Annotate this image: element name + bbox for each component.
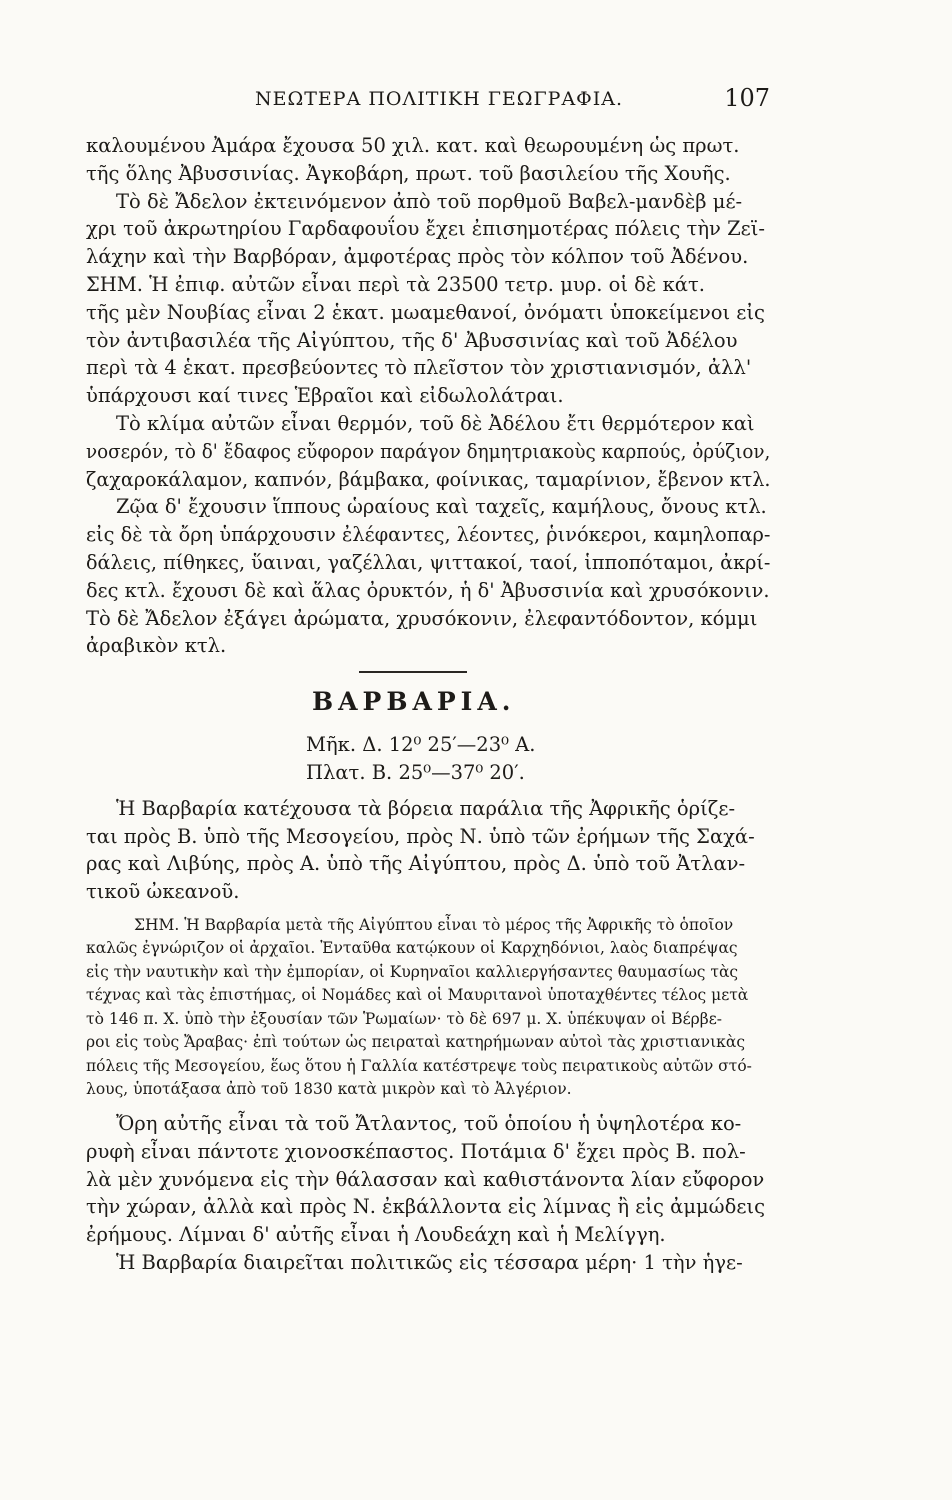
text-line: δες κτλ. ἔχουσι δὲ καὶ ἅλας ὀρυκτόν, ἡ δ' Ἀβυσσινία καὶ χρυσόκονιν. bbox=[86, 578, 770, 602]
note-line: τέχνας καὶ τὰς ἐπιστήμας, οἱ Νομάδες καὶ οἱ Μαυριτανοὶ ὑποταχθέντες τέλος μετὰ bbox=[86, 986, 749, 1005]
text-line: τὴν χώραν, ἀλλὰ καὶ πρὸς Ν. ἐκβάλλοντα εἰς λίμνας ἢ εἰς ἀμμώδεις bbox=[86, 1195, 765, 1219]
note-line: εἰς τὴν ναυτικὴν καὶ τὴν ἐμπορίαν, οἱ Κυρηναῖοι καλλιεργήσαντες θαυμασίως τὰς bbox=[86, 962, 739, 981]
paragraph-block-abyssinia bbox=[86, 132, 770, 660]
text-line: Τὸ δὲ Ἄδελον ἐκτεινόμενον ἀπὸ τοῦ πορθμοῦ Βαβελ-μανδὲβ μέ- bbox=[116, 189, 743, 213]
coordinates-longitude: Μῆκ. Δ. 12⁰ 25′—23⁰ Α. bbox=[306, 733, 536, 757]
note-line: λους, ὑποτάξασα ἀπὸ τοῦ 1830 κατὰ μικρὸν καὶ τὸ Ἀλγέριον. bbox=[86, 1080, 572, 1099]
text-line: ζαχαροκάλαμον, καπνόν, βάμβακα, φοίνικας, ταμαρίνιον, ἔβενον κτλ. bbox=[86, 467, 771, 491]
page-number: 107 bbox=[724, 84, 770, 112]
text-line: Τὸ δὲ Ἄδελον ἐξάγει ἀρώματα, χρυσόκονιν, ἐλεφαντόδοντον, κόμμι bbox=[86, 606, 758, 630]
note-line: πόλεις τῆς Μεσογείου, ἕως ὅτου ἡ Γαλλία κατέστρεψε τοὺς πειρατικοὺς αὐτῶν στό- bbox=[86, 1056, 752, 1075]
text-line: Τὸ κλίμα αὐτῶν εἶναι θερμόν, τοῦ δὲ Ἀδέλου ἔτι θερμότερον καὶ bbox=[116, 411, 755, 435]
paragraph-block-barbary bbox=[86, 795, 770, 906]
text-line: Ἡ Βαρβαρία διαιρεῖται πολιτικῶς εἰς τέσσαρα μέρη· 1 τὴν ἡγε- bbox=[116, 1250, 743, 1274]
text-line: Ζῷα δ' ἔχουσιν ἵππους ὡραίους καὶ ταχεῖς, καμήλους, ὄνους κτλ. bbox=[116, 495, 767, 519]
text-line: ὑπάρχουσι καί τινες Ἑβραῖοι καὶ εἰδωλολάτραι. bbox=[86, 384, 564, 408]
text-line: περὶ τὰ 4 ἑκατ. πρεσβεύοντες τὸ πλεῖστον τὸν χριστιανισμόν, ἀλλ' bbox=[86, 356, 752, 380]
coordinates-latitude: Πλατ. Β. 25⁰—37⁰ 20′. bbox=[306, 760, 525, 784]
text-line: ται πρὸς Β. ὑπὸ τῆς Μεσογείου, πρὸς Ν. ὑπὸ τῶν ἐρήμων τῆς Σαχά- bbox=[86, 824, 755, 848]
text-line: τῆς ὅλης Ἀβυσσινίας. Ἀγκοβάρη, πρωτ. τοῦ βασιλείου τῆς Χουῆς. bbox=[86, 161, 731, 185]
text-line: εἰς δὲ τὰ ὄρη ὑπάρχουσιν ἐλέφαντες, λέοντες, ῥινόκεροι, καμηλοπαρ- bbox=[86, 523, 771, 547]
text-line: τῆς μὲν Νουβίας εἶναι 2 ἑκατ. μωαμεθανοί, ὀνόματι ὑποκείμενοι εἰς bbox=[86, 300, 765, 324]
text-line: τικοῦ ὠκεανοῦ. bbox=[86, 880, 240, 904]
text-line: ΣΗΜ. Ἡ ἐπιφ. αὐτῶν εἶναι περὶ τὰ 23500 τετρ. μυρ. οἱ δὲ κάτ. bbox=[86, 272, 705, 296]
section-title: ΒΑΡΒΑΡΙΑ. bbox=[312, 687, 516, 717]
text-line: ἀραβικὸν κτλ. bbox=[86, 634, 227, 658]
text-line: ρας καὶ Λιβύης, πρὸς Α. ὑπὸ τῆς Αἰγύπτου, πρὸς Δ. ὑπὸ τοῦ Ἀτλαν- bbox=[86, 852, 746, 876]
note-line: ροι εἰς τοὺς Ἄραβας· ἐπὶ τούτων ὡς πειραταὶ κατηρήμωναν αὐτοὶ τὰς χριστιανικὰς bbox=[86, 1033, 746, 1052]
note-line: τὸ 146 π. Χ. ὑπὸ τὴν ἐξουσίαν τῶν Ῥωμαίων· τὸ δὲ 697 μ. Χ. ὑπέκυψαν οἱ Βέρβε- bbox=[86, 1009, 722, 1028]
note-line: ΣΗΜ. Ἡ Βαρβαρία μετὰ τῆς Αἰγύπτου εἶναι τὸ μέρος τῆς Ἀφρικῆς τὸ ὁποῖον bbox=[134, 915, 734, 934]
body-text bbox=[86, 132, 770, 1277]
text-line: τὸν ἀντιβασιλέα τῆς Αἰγύπτου, τῆς δ' Ἀβυσσινίας καὶ τοῦ Ἀδέλου bbox=[86, 328, 738, 352]
text-line: καλουμένου Ἀμάρα ἔχουσα 50 χιλ. κατ. καὶ θεωρουμένη ὡς πρωτ. bbox=[86, 134, 740, 157]
note-line: καλῶς ἐγνώριζον οἱ ἀρχαῖοι. Ἐνταῦθα κατῴκουν οἱ Καρχηδόνιοι, λαὸς διαπρέψας bbox=[86, 939, 738, 958]
text-line: Ἡ Βαρβαρία κατέχουσα τὰ βόρεια παράλια τῆς Ἀφρικῆς ὁρίζε- bbox=[116, 796, 736, 820]
text-line: νοσερόν, τὸ δ' ἔδαφος εὔφορον παράγον δημητριακοὺς καρπούς, ὀρύζιον, bbox=[86, 439, 771, 463]
text-line: ρυφὴ εἶναι πάντοτε χιονοσκέπαστος. Ποτάμια δ' ἔχει πρὸς Β. πολ- bbox=[86, 1139, 746, 1163]
text-line: χρι τοῦ ἀκρωτηρίου Γαρδαφουΐου ἔχει ἐπισημοτέρας πόλεις τὴν Ζεϊ- bbox=[86, 217, 765, 241]
text-line: δάλεις, πίθηκες, ὕαιναι, γαζέλλαι, ψιττακοί, ταοί, ἱπποπόταμοι, ἀκρί- bbox=[86, 550, 771, 574]
text-line: λάχην καὶ τὴν Βαρβόραν, ἀμφοτέρας πρὸς τὸν κόλπον τοῦ Ἀδένου. bbox=[86, 245, 749, 269]
running-title: ΝΕΩΤΕΡΑ ΠΟΛΙΤΙΚΗ ΓΕΩΓΡΑΦΙΑ. bbox=[255, 88, 624, 110]
text-line: λὰ μὲν χυνόμενα εἰς τὴν θάλασσαν καὶ καθιστάνοντα λίαν εὔφορον bbox=[86, 1167, 765, 1191]
page-header bbox=[90, 84, 770, 118]
text-line: ἐρήμους. Λίμναι δ' αὐτῆς εἶναι ἡ Λουδεάχη καὶ ἡ Μελίγγη. bbox=[86, 1223, 666, 1247]
paragraph-block-relief bbox=[86, 1110, 770, 1277]
note-block bbox=[86, 914, 770, 1102]
text-line: Ὄρη αὐτῆς εἶναι τὰ τοῦ Ἄτλαντος, τοῦ ὁποίου ἡ ὑψηλοτέρα κο- bbox=[116, 1111, 742, 1135]
